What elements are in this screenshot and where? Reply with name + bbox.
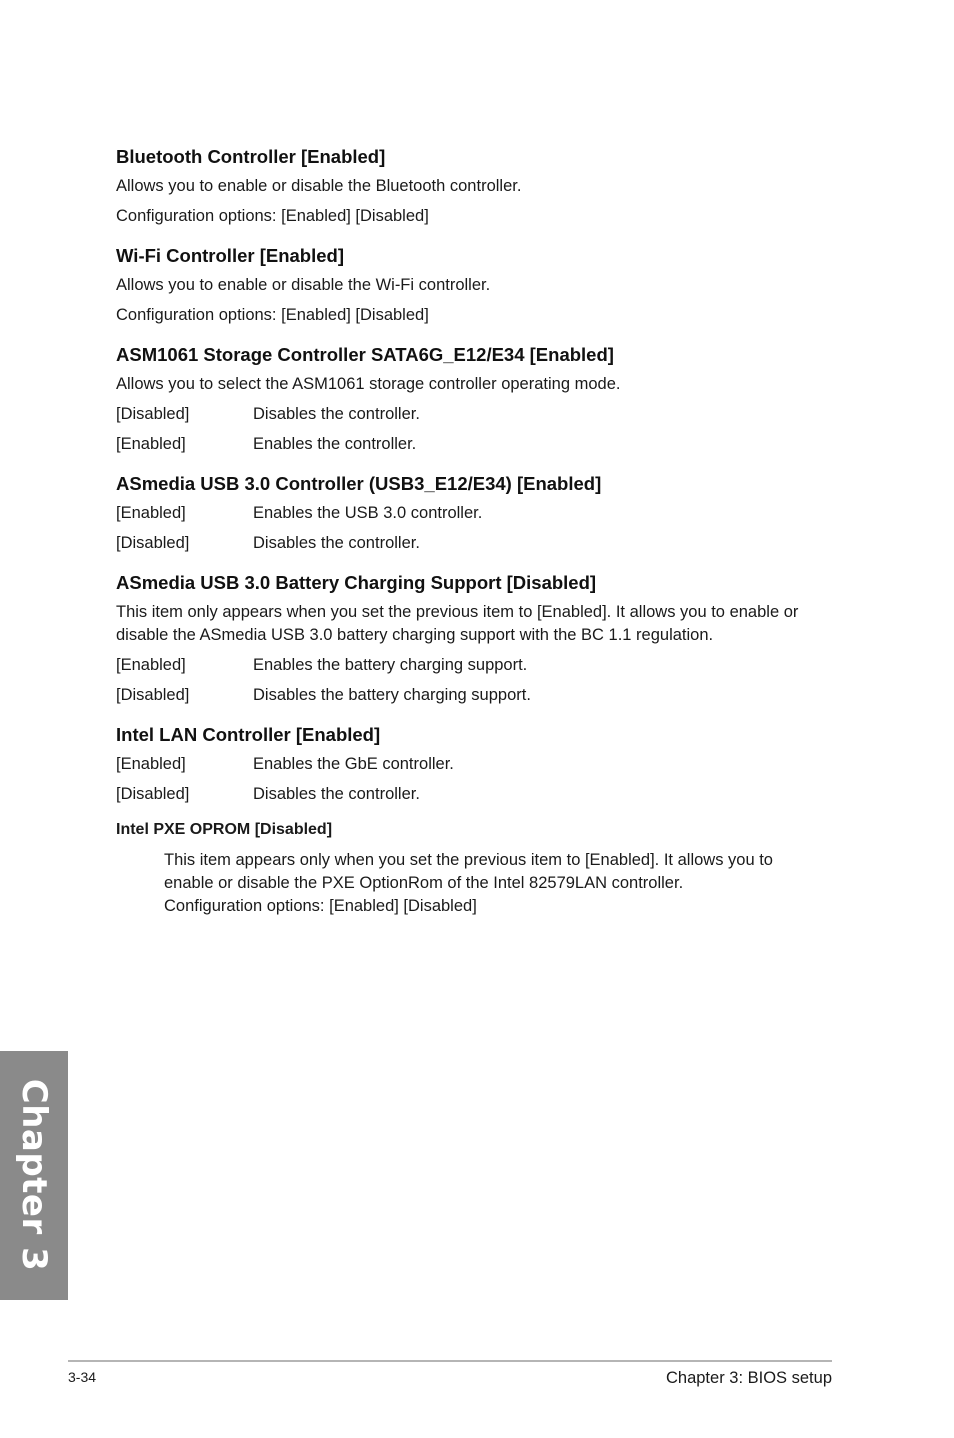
section-config-options: Configuration options: [Enabled] [Disabled] bbox=[116, 306, 429, 324]
option-key: [Disabled] bbox=[116, 686, 190, 704]
section-heading: Bluetooth Controller [Enabled] bbox=[116, 146, 386, 167]
section-bluetooth-controller bbox=[116, 145, 832, 228]
option-row bbox=[116, 403, 832, 426]
footer-page-number: 3-34 bbox=[68, 1369, 97, 1385]
section-description: Allows you to select the ASM1061 storage controller operating mode. bbox=[116, 375, 621, 393]
option-description: Disables the controller. bbox=[253, 534, 420, 552]
option-description: Enables the controller. bbox=[253, 435, 417, 453]
option-description: Disables the controller. bbox=[253, 405, 420, 423]
section-asmedia-usb3-controller bbox=[116, 472, 832, 555]
section-heading: Intel LAN Controller [Enabled] bbox=[116, 724, 381, 745]
option-row bbox=[116, 654, 832, 677]
option-description: Enables the USB 3.0 controller. bbox=[253, 504, 483, 522]
chapter-tab-label: Chapter 3 bbox=[14, 1078, 54, 1272]
footer-chapter-title: Chapter 3: BIOS setup bbox=[665, 1369, 832, 1387]
section-asm1061-storage-controller bbox=[116, 343, 832, 456]
option-row bbox=[116, 753, 832, 776]
option-row bbox=[116, 433, 832, 456]
section-config-options: Configuration options: [Enabled] [Disabled] bbox=[116, 207, 429, 225]
option-row bbox=[116, 783, 832, 806]
subsection-line: enable or disable the PXE OptionRom of the Intel 82579LAN controller. bbox=[164, 874, 684, 892]
section-description: Allows you to enable or disable the Bluetooth controller. bbox=[116, 177, 522, 195]
option-key: [Enabled] bbox=[116, 435, 186, 453]
section-wifi-controller bbox=[116, 244, 832, 327]
footer-divider bbox=[68, 1360, 832, 1362]
option-description: Disables the controller. bbox=[253, 785, 420, 803]
page-content bbox=[116, 145, 832, 918]
option-row bbox=[116, 684, 832, 707]
subsection-line: Configuration options: [Enabled] [Disabled] bbox=[164, 897, 477, 915]
option-key: [Disabled] bbox=[116, 785, 190, 803]
option-key: [Enabled] bbox=[116, 755, 186, 773]
option-description: Disables the battery charging support. bbox=[253, 686, 531, 704]
section-description: Allows you to enable or disable the Wi-Fi controller. bbox=[116, 276, 491, 294]
option-key: [Enabled] bbox=[116, 656, 186, 674]
section-heading: ASmedia USB 3.0 Battery Charging Support [Disabled] bbox=[116, 572, 597, 593]
option-row bbox=[116, 502, 832, 525]
section-intel-lan-controller bbox=[116, 723, 832, 806]
subsection-line: This item appears only when you set the previous item to [Enabled]. It allows you to bbox=[164, 851, 773, 869]
subsection-heading: Intel PXE OPROM [Disabled] bbox=[116, 821, 333, 838]
option-description: Enables the GbE controller. bbox=[253, 755, 454, 773]
section-heading: ASmedia USB 3.0 Controller (USB3_E12/E34) [Enabled] bbox=[116, 473, 602, 494]
option-row bbox=[116, 532, 832, 555]
section-heading: ASM1061 Storage Controller SATA6G_E12/E34 [Enabled] bbox=[116, 344, 614, 365]
subsection-body bbox=[116, 849, 832, 918]
option-key: [Disabled] bbox=[116, 405, 190, 423]
section-asmedia-battery-charging bbox=[116, 571, 832, 707]
section-heading: Wi-Fi Controller [Enabled] bbox=[116, 245, 344, 266]
subsection-intel-pxe-oprom bbox=[116, 819, 832, 918]
option-key: [Enabled] bbox=[116, 504, 186, 522]
option-key: [Disabled] bbox=[116, 534, 190, 552]
section-description: This item only appears when you set the previous item to [Enabled]. It allows you to enable or disable the ASmedia USB 3.0 battery charging support with the BC 1.1 regulation. bbox=[116, 603, 799, 644]
chapter-side-tab bbox=[0, 1051, 68, 1300]
option-description: Enables the battery charging support. bbox=[253, 656, 528, 674]
